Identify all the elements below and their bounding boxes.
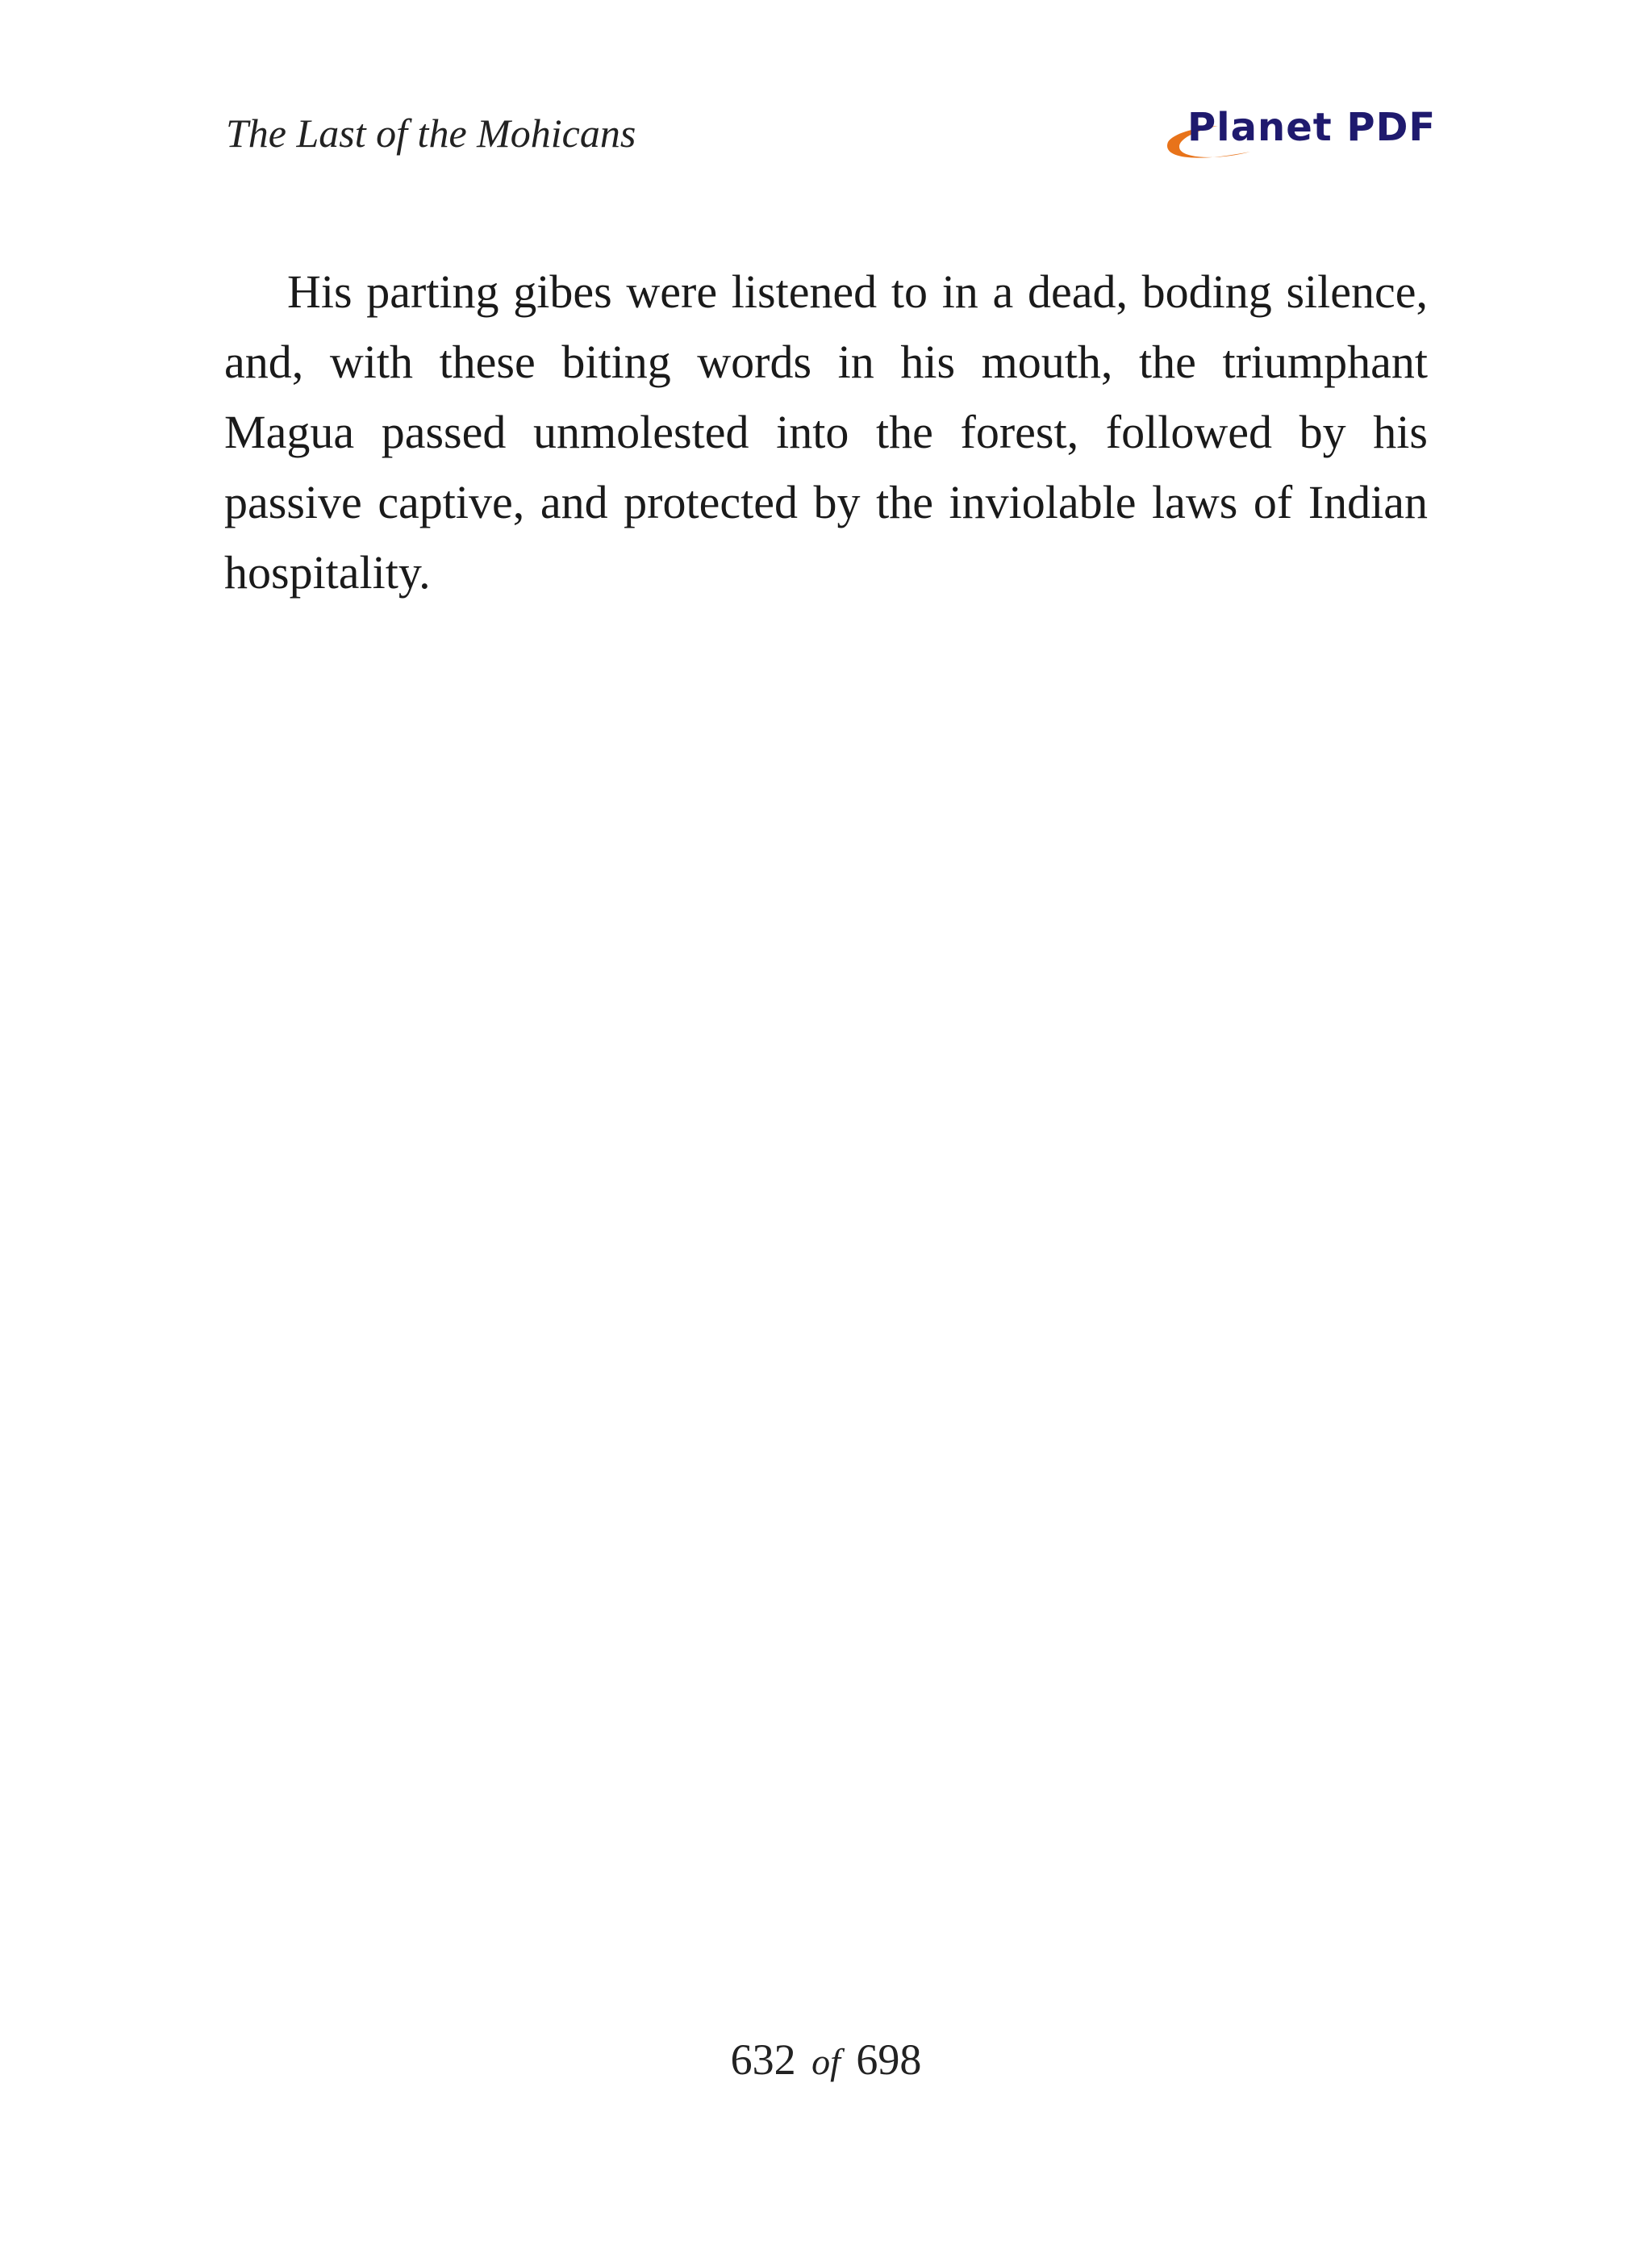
- total-pages-number: 698: [856, 2035, 922, 2084]
- running-header-title: The Last of the Mohicans: [226, 111, 636, 156]
- planet-pdf-logo: [1162, 102, 1437, 166]
- page-of-label: of: [811, 2041, 841, 2082]
- body-paragraph: His parting gibes were listened to in a dead, boding silence, and, with these biting words in his mouth, the triumphant Magua passed unmolested into the forest, followed by his passive captive, and protected by the inviolable laws of Indian hospitality.: [224, 265, 1428, 599]
- page-number: [0, 2031, 1652, 2090]
- logo-text: Planet PDF: [1187, 105, 1437, 150]
- current-page-number: 632: [730, 2035, 796, 2084]
